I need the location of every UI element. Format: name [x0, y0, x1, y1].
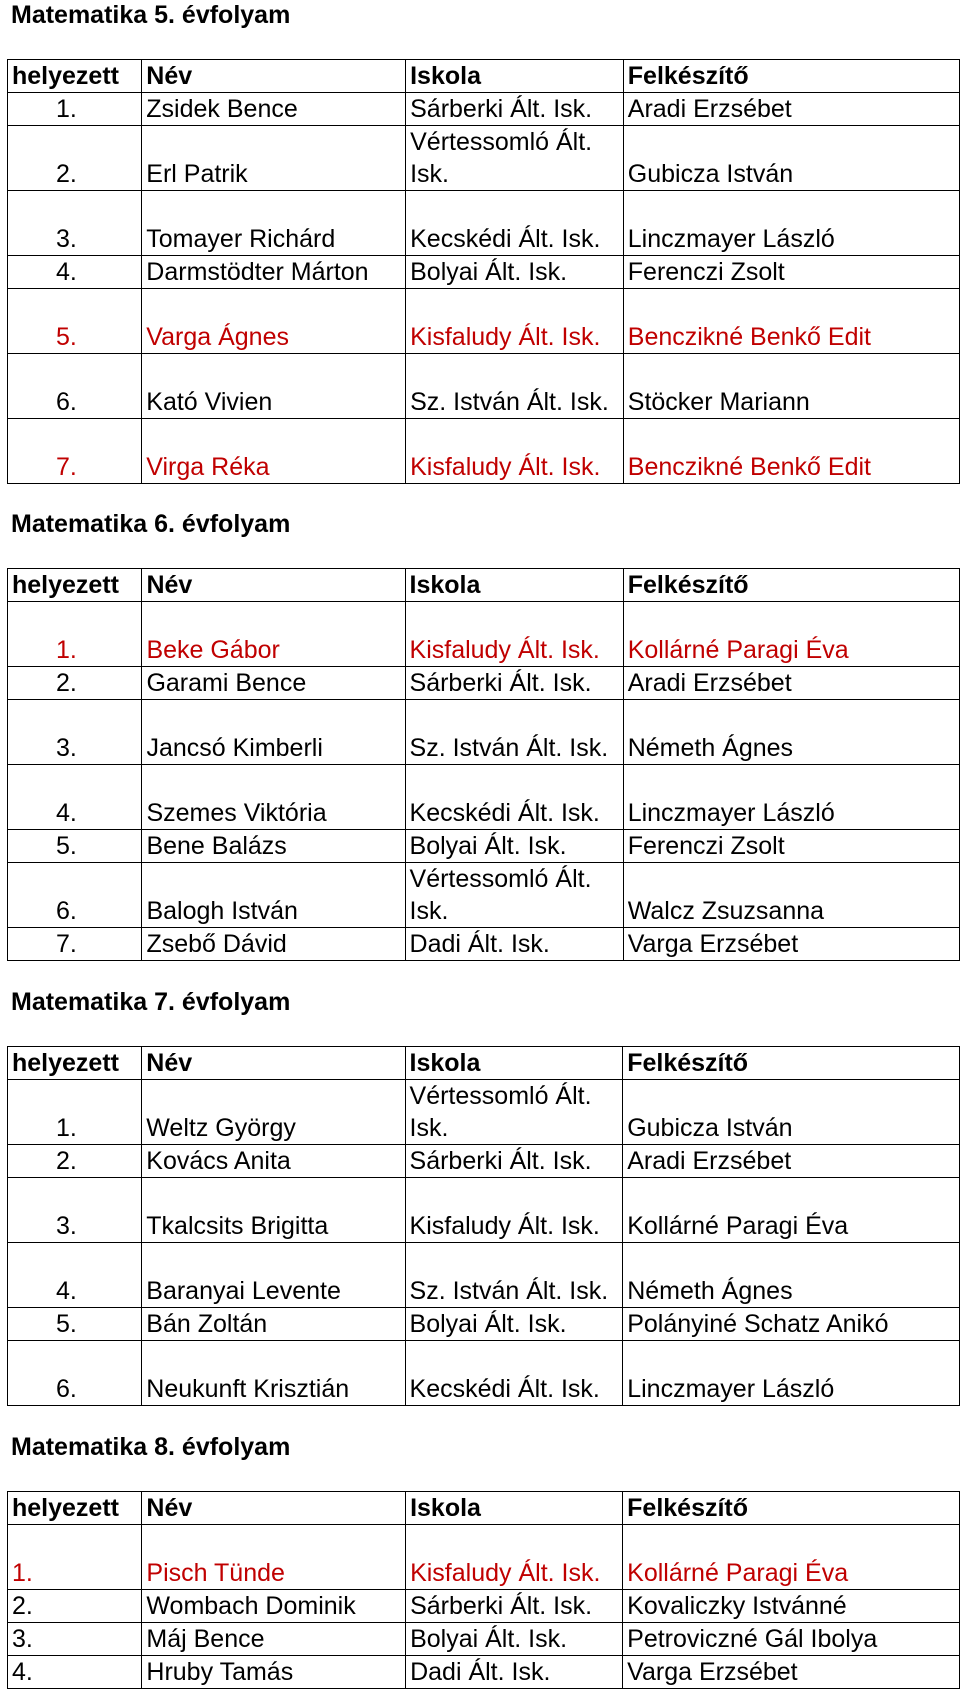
coach-cell: Benczikné Benkő Edit — [623, 419, 959, 484]
table-row — [8, 1623, 960, 1656]
header-name: Név — [142, 1492, 406, 1525]
table-row — [8, 1145, 960, 1178]
school-cell: Sárberki Ált. Isk. — [406, 93, 624, 126]
school-cell: Kisfaludy Ált. Isk. — [405, 1178, 623, 1243]
place-cell: 3. — [8, 1178, 142, 1243]
school-cell: Kisfaludy Ált. Isk. — [405, 602, 623, 667]
name-cell: Baranyai Levente — [142, 1243, 405, 1308]
place-cell: 1. — [8, 93, 142, 126]
school-cell: Sz. István Ált. Isk. — [405, 700, 623, 765]
table-row — [8, 830, 960, 863]
place-cell: 7. — [8, 928, 142, 961]
school-cell: Dadi Ált. Isk. — [406, 1656, 623, 1689]
coach-cell: Gubicza István — [623, 126, 959, 191]
coach-cell: Gubicza István — [623, 1080, 960, 1145]
place-cell: 4. — [8, 1656, 142, 1689]
place-cell: 2. — [8, 1145, 142, 1178]
coach-cell: Aradi Erzsébet — [623, 93, 959, 126]
place-cell: 7. — [8, 419, 142, 484]
header-school: Iskola — [405, 569, 623, 602]
results-table-grade-7 — [7, 1046, 960, 1406]
coach-cell: Ferenczi Zsolt — [623, 256, 959, 289]
coach-cell: Varga Erzsébet — [623, 1656, 960, 1689]
place-cell: 1. — [8, 1525, 142, 1590]
school-cell: Vértessomló Ált. Isk. — [405, 863, 623, 928]
table-row — [8, 354, 960, 419]
school-cell: Kecskédi Ált. Isk. — [405, 1341, 623, 1406]
name-cell: Wombach Dominik — [142, 1590, 406, 1623]
name-cell: Zsidek Bence — [142, 93, 406, 126]
school-cell: Kisfaludy Ált. Isk. — [406, 419, 624, 484]
name-cell: Beke Gábor — [142, 602, 405, 667]
place-cell: 1. — [8, 1080, 142, 1145]
school-cell: Bolyai Ált. Isk. — [405, 830, 623, 863]
name-cell: Jancsó Kimberli — [142, 700, 405, 765]
header-coach: Felkészítő — [623, 1047, 960, 1080]
header-name: Név — [142, 569, 405, 602]
name-cell: Erl Patrik — [142, 126, 406, 191]
place-cell: 6. — [8, 1341, 142, 1406]
name-cell: Szemes Viktória — [142, 765, 405, 830]
table-row — [8, 1525, 960, 1590]
section-title-grade-5: Matematika 5. évfolyam — [11, 1, 291, 29]
name-cell: Pisch Tünde — [142, 1525, 406, 1590]
results-table-grade-5 — [7, 59, 960, 484]
coach-cell: Aradi Erzsébet — [623, 667, 959, 700]
place-cell: 4. — [8, 256, 142, 289]
header-school: Iskola — [406, 1492, 623, 1525]
name-cell: Hruby Tamás — [142, 1656, 406, 1689]
table-row — [8, 1590, 960, 1623]
table-row — [8, 1341, 960, 1406]
table-row — [8, 1243, 960, 1308]
place-cell: 2. — [8, 126, 142, 191]
table-row — [8, 256, 960, 289]
name-cell: Kovács Anita — [142, 1145, 405, 1178]
place-cell: 4. — [8, 1243, 142, 1308]
coach-cell: Petroviczné Gál Ibolya — [623, 1623, 960, 1656]
header-place: helyezett — [8, 60, 142, 93]
header-school: Iskola — [406, 60, 624, 93]
table-row — [8, 700, 960, 765]
school-cell: Bolyai Ált. Isk. — [405, 1308, 623, 1341]
header-name: Név — [142, 60, 406, 93]
header-place: helyezett — [8, 569, 142, 602]
table-row — [8, 126, 960, 191]
header-place: helyezett — [8, 1047, 142, 1080]
place-cell: 3. — [8, 1623, 142, 1656]
header-coach: Felkészítő — [623, 60, 959, 93]
header-coach: Felkészítő — [623, 1492, 960, 1525]
school-cell: Sárberki Ált. Isk. — [405, 1145, 623, 1178]
section-title-grade-8: Matematika 8. évfolyam — [11, 1433, 291, 1461]
name-cell: Neukunft Krisztián — [142, 1341, 405, 1406]
table-row — [8, 1308, 960, 1341]
header-coach: Felkészítő — [623, 569, 959, 602]
header-name: Név — [142, 1047, 405, 1080]
coach-cell: Németh Ágnes — [623, 1243, 960, 1308]
school-cell: Kisfaludy Ált. Isk. — [406, 289, 624, 354]
table-header-row — [8, 569, 960, 602]
name-cell: Kató Vivien — [142, 354, 406, 419]
coach-cell: Ferenczi Zsolt — [623, 830, 959, 863]
name-cell: Máj Bence — [142, 1623, 406, 1656]
name-cell: Zsebő Dávid — [142, 928, 405, 961]
name-cell: Tkalcsits Brigitta — [142, 1178, 405, 1243]
school-cell: Bolyai Ált. Isk. — [406, 256, 624, 289]
table-row — [8, 928, 960, 961]
school-cell: Sárberki Ált. Isk. — [405, 667, 623, 700]
name-cell: Balogh István — [142, 863, 405, 928]
place-cell: 2. — [8, 1590, 142, 1623]
name-cell: Weltz György — [142, 1080, 405, 1145]
header-school: Iskola — [405, 1047, 623, 1080]
place-cell: 2. — [8, 667, 142, 700]
section-title-grade-6: Matematika 6. évfolyam — [11, 510, 291, 538]
school-cell: Kecskédi Ált. Isk. — [405, 765, 623, 830]
results-table-grade-8 — [7, 1491, 960, 1689]
place-cell: 3. — [8, 191, 142, 256]
table-row — [8, 667, 960, 700]
table-row — [8, 602, 960, 667]
coach-cell: Walcz Zsuzsanna — [623, 863, 959, 928]
coach-cell: Kollárné Paragi Éva — [623, 1525, 960, 1590]
school-cell: Vértessomló Ált. Isk. — [405, 1080, 623, 1145]
name-cell: Virga Réka — [142, 419, 406, 484]
coach-cell: Stöcker Mariann — [623, 354, 959, 419]
coach-cell: Benczikné Benkő Edit — [623, 289, 959, 354]
table-row — [8, 419, 960, 484]
table-row — [8, 191, 960, 256]
school-cell: Dadi Ált. Isk. — [405, 928, 623, 961]
place-cell: 4. — [8, 765, 142, 830]
table-row — [8, 93, 960, 126]
school-cell: Bolyai Ált. Isk. — [406, 1623, 623, 1656]
table-header-row — [8, 60, 960, 93]
table-row — [8, 1656, 960, 1689]
coach-cell: Németh Ágnes — [623, 700, 959, 765]
place-cell: 6. — [8, 863, 142, 928]
table-row — [8, 863, 960, 928]
coach-cell: Polányiné Schatz Anikó — [623, 1308, 960, 1341]
name-cell: Darmstödter Márton — [142, 256, 406, 289]
place-cell: 5. — [8, 289, 142, 354]
place-cell: 6. — [8, 354, 142, 419]
name-cell: Tomayer Richárd — [142, 191, 406, 256]
school-cell: Kecskédi Ált. Isk. — [406, 191, 624, 256]
table-row — [8, 1080, 960, 1145]
name-cell: Bán Zoltán — [142, 1308, 405, 1341]
table-header-row — [8, 1047, 960, 1080]
school-cell: Sz. István Ált. Isk. — [405, 1243, 623, 1308]
section-title-grade-7: Matematika 7. évfolyam — [11, 988, 291, 1016]
place-cell: 3. — [8, 700, 142, 765]
coach-cell: Kollárné Paragi Éva — [623, 1178, 960, 1243]
place-cell: 1. — [8, 602, 142, 667]
name-cell: Garami Bence — [142, 667, 405, 700]
school-cell: Sárberki Ált. Isk. — [406, 1590, 623, 1623]
coach-cell: Varga Erzsébet — [623, 928, 959, 961]
coach-cell: Aradi Erzsébet — [623, 1145, 960, 1178]
coach-cell: Linczmayer László — [623, 191, 959, 256]
results-table-grade-6 — [7, 568, 960, 961]
place-cell: 5. — [8, 830, 142, 863]
table-row — [8, 1178, 960, 1243]
table-row — [8, 289, 960, 354]
school-cell: Vértessomló Ált. Isk. — [406, 126, 624, 191]
coach-cell: Kollárné Paragi Éva — [623, 602, 959, 667]
school-cell: Sz. István Ált. Isk. — [406, 354, 624, 419]
table-header-row — [8, 1492, 960, 1525]
coach-cell: Linczmayer László — [623, 765, 959, 830]
coach-cell: Linczmayer László — [623, 1341, 960, 1406]
coach-cell: Kovaliczky Istvánné — [623, 1590, 960, 1623]
table-row — [8, 765, 960, 830]
name-cell: Bene Balázs — [142, 830, 405, 863]
school-cell: Kisfaludy Ált. Isk. — [406, 1525, 623, 1590]
header-place: helyezett — [8, 1492, 142, 1525]
name-cell: Varga Ágnes — [142, 289, 406, 354]
place-cell: 5. — [8, 1308, 142, 1341]
